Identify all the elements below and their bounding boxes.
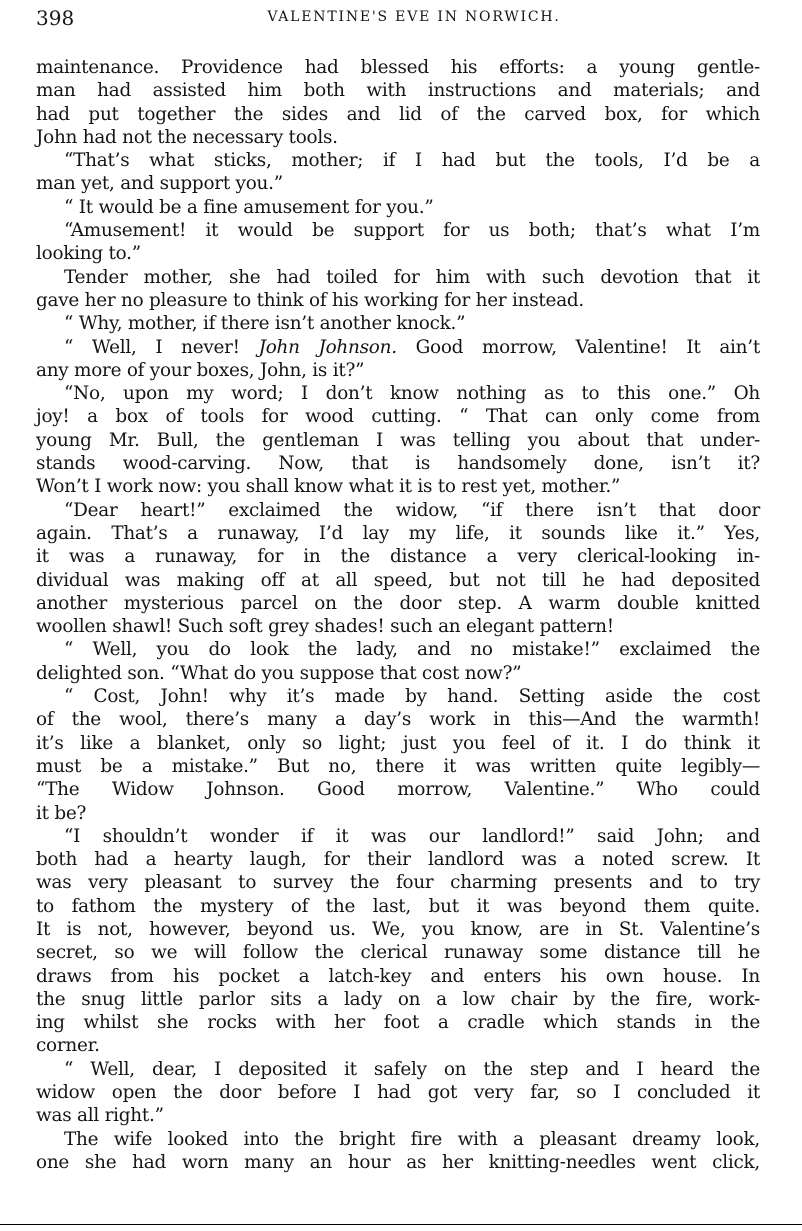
text-line: secret, so we will follow the clerical runaway some distance till he (36, 942, 760, 964)
text-line: The wife looked into the bright fire with a pleasant dreamy look, (64, 1128, 760, 1150)
text-line: man had assisted him both with instructions and materials; and (36, 80, 760, 102)
text-line: maintenance. Providence had blessed his efforts: a young gentle- (36, 57, 760, 78)
body-text (36, 56, 760, 1174)
text-line: man yet, and support you.” (36, 173, 283, 195)
running-title: VALENTINE'S EVE IN NORWICH. (267, 9, 561, 25)
text-line: it was a runaway, for in the distance a very clerical-looking in- (36, 546, 760, 568)
text-line: woollen shawl! Such soft grey shades! such an elegant pattern! (36, 616, 614, 638)
text-line: “I shouldn’t wonder if it was our landlord!” said John; and (64, 825, 760, 847)
text-line: “No, upon my word; I don’t know nothing as to this one.” Oh (64, 383, 760, 405)
text-line: widow open the door before I had got very far, so I concluded it (36, 1082, 760, 1104)
text-line: one she had worn many an hour as her knitting-needles went click, (36, 1151, 760, 1173)
text-line: Won’t I work now: you shall know what it is to rest yet, mother.” (36, 476, 621, 498)
text-line: joy! a box of tools for wood cutting. “ That can only come from (36, 406, 760, 428)
text-line: stands wood-carving. Now, that is handsomely done, isn’t it? (36, 453, 760, 475)
text-line: looking to.” (36, 243, 141, 265)
text-line: it’s like a blanket, only so light; just you feel of it. I do think it (36, 732, 760, 754)
italic-name: John Johnson. (258, 336, 397, 358)
text-line: to fathom the mystery of the last, but it was beyond them quite. (36, 895, 760, 917)
text-line: again. That’s a runaway, I’d lay my life, it sounds like it.” Yes, (36, 522, 760, 544)
text-line: corner. (36, 1035, 100, 1057)
page-number: 398 (36, 6, 75, 30)
text-line: “Dear heart!” exclaimed the widow, “if there isn’t that door (64, 499, 760, 521)
text-line: gave her no pleasure to think of his working for her instead. (36, 289, 585, 311)
bottom-border-line (0, 1224, 802, 1225)
text-segment: “ Well, I never! (64, 336, 259, 358)
text-line (36, 336, 760, 359)
text-line: draws from his pocket a latch-key and enters his own house. In (36, 965, 760, 987)
page-header (36, 6, 792, 36)
text-line: dividual was making off at all speed, but not till he had deposited (36, 569, 760, 591)
text-line: “ Well, you do look the lady, and no mistake!” exclaimed the (64, 639, 760, 661)
text-segment: Good morrow, Valentine! It ain’t (396, 336, 760, 358)
text-line: John had not the necessary tools. (36, 126, 338, 148)
text-line: Tender mother, she had toiled for him with such devotion that it (64, 266, 760, 288)
text-line: was very pleasant to survey the four charming presents and to try (36, 872, 760, 894)
text-line: “ It would be a fine amusement for you.” (64, 196, 434, 218)
text-line: “ Cost, John! why it’s made by hand. Setting aside the cost (64, 686, 760, 708)
text-line: any more of your boxes, John, is it?” (36, 359, 365, 381)
text-line: the snug little parlor sits a lady on a low chair by the fire, work- (36, 988, 760, 1010)
text-line: “ Well, dear, I deposited it safely on the step and I heard the (64, 1058, 760, 1080)
text-line: must be a mistake.” But no, there it was written quite legibly— (36, 755, 760, 777)
text-line: delighted son. “What do you suppose that cost now?” (36, 662, 522, 684)
text-line: “Amusement! it would be support for us both; that’s what I’m (64, 220, 760, 242)
text-line: “That’s what sticks, mother; if I had but the tools, I’d be a (64, 150, 760, 172)
text-line: another mysterious parcel on the door step. A warm double knitted (36, 592, 760, 614)
text-line: “ Why, mother, if there isn’t another knock.” (64, 313, 466, 335)
text-line: both had a hearty laugh, for their landlord was a noted screw. It (36, 849, 760, 871)
text-line: “The Widow Johnson. Good morrow, Valentine.” Who could (36, 779, 760, 801)
text-line: young Mr. Bull, the gentleman I was telling you about that under- (36, 429, 760, 451)
text-line: ing whilst she rocks with her foot a cradle which stands in the (36, 1012, 760, 1034)
text-line: It is not, however, beyond us. We, you know, are in St. Valentine’s (36, 918, 760, 940)
text-line: of the wool, there’s many a day’s work in this—And the warmth! (36, 709, 760, 731)
text-line: was all right.” (36, 1105, 164, 1127)
text-line: had put together the sides and lid of the carved box, for which (36, 103, 760, 125)
text-line: it be? (36, 802, 87, 824)
